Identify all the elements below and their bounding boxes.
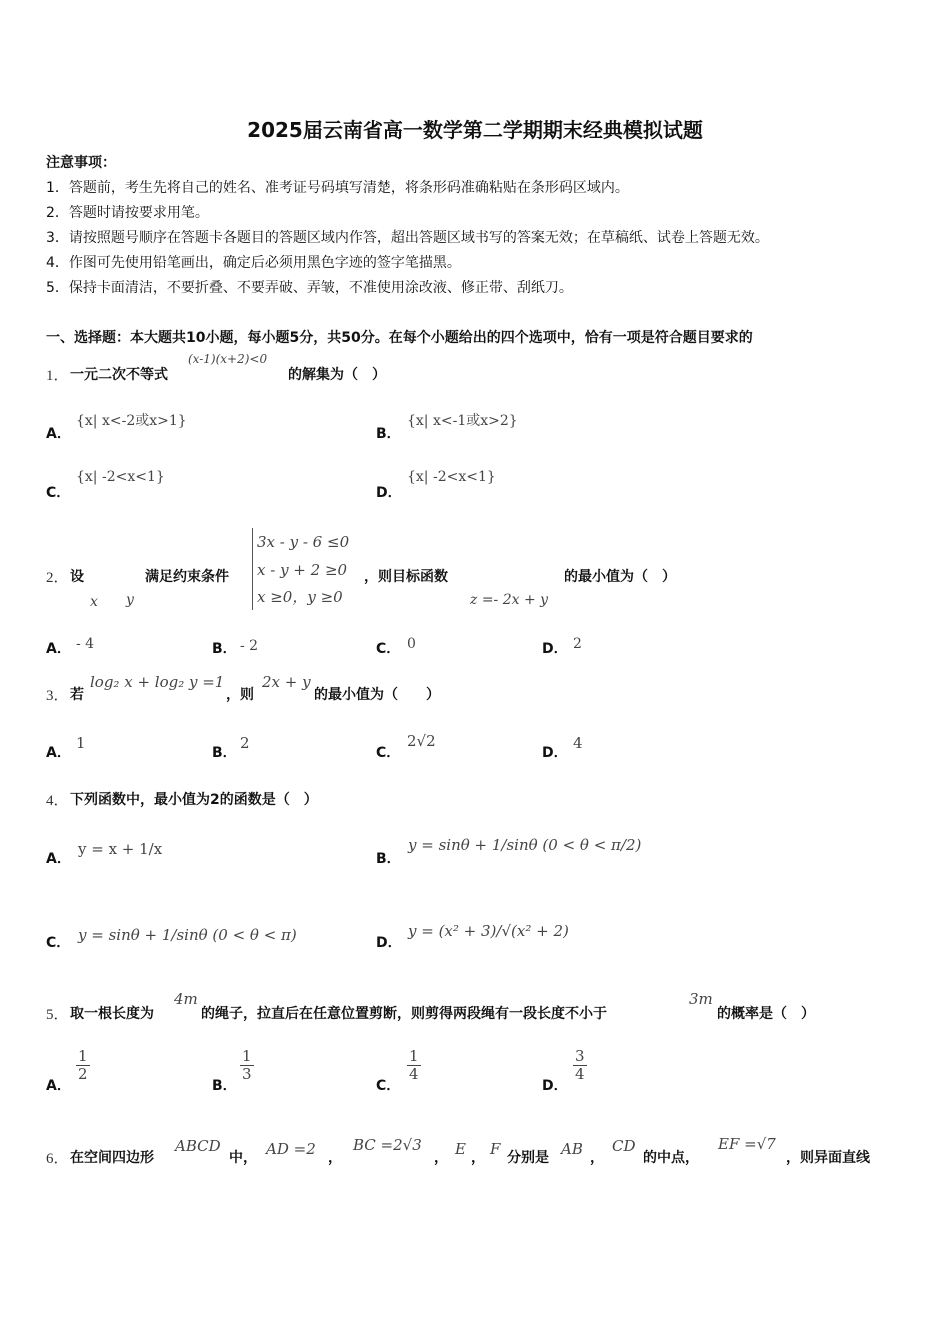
option-value[interactable] [240, 1048, 254, 1084]
option-label: C． [376, 641, 401, 657]
option-value[interactable]: 2 [240, 734, 250, 752]
notice-item: 3．请按照题号顺序在答题卡各题目的答题区域内作答，超出答题区域书写的答案无效；在草稿纸、试卷上答题无效。 [46, 230, 769, 246]
question-text: 的概率是（ ） [717, 1006, 815, 1022]
question-text: 若 [70, 687, 84, 703]
fraction-numerator: 1 [242, 1047, 252, 1065]
option-label: A． [46, 426, 71, 442]
question-text: 满足约束条件 [145, 569, 229, 585]
question-number: 3． [46, 688, 69, 704]
option-value[interactable]: - 4 [76, 636, 95, 652]
option-label: D． [376, 935, 402, 951]
constraint: 3x - y - 6 ≤0 [257, 533, 350, 551]
question-text: 的中点， [643, 1150, 699, 1166]
option-label: D． [542, 1078, 568, 1094]
option-value[interactable]: 2√2 [407, 732, 436, 750]
question-text: 的最小值为（ ） [314, 687, 440, 703]
option-value[interactable]: y = x + 1/x [78, 840, 163, 858]
option-value[interactable]: 2 [573, 636, 582, 652]
notice-item: 2．答题时请按要求用笔。 [46, 205, 209, 221]
math-expression: log₂ x + log₂ y =1 [90, 673, 225, 691]
option-label: D． [542, 641, 568, 657]
option-value[interactable]: {x| x<-2或x>1} [76, 413, 187, 429]
option-label: D． [542, 745, 568, 761]
option-value[interactable]: y = sinθ + 1/sinθ (0 < θ < π) [78, 926, 297, 944]
option-value[interactable]: 1 [76, 734, 86, 752]
math-expression: 2x + y [262, 673, 311, 691]
question-text: ， [328, 1150, 342, 1166]
question-text: ， [590, 1150, 604, 1166]
option-label: D． [376, 485, 402, 501]
option-value[interactable]: - 2 [240, 638, 259, 654]
question-text: 在空间四边形 [70, 1150, 154, 1166]
question-text: 取一根长度为 [70, 1006, 154, 1022]
option-label: A． [46, 641, 71, 657]
option-label: C． [46, 485, 71, 501]
question-number: 5． [46, 1007, 69, 1023]
section-heading: 一、选择题：本大题共10小题，每小题5分，共50分。在每个小题给出的四个选项中，恰有一项是符合题目要求的 [46, 330, 753, 346]
option-value[interactable] [573, 1048, 587, 1084]
option-value[interactable]: {x| -2<x<1} [407, 469, 496, 485]
fraction-numerator: 3 [575, 1047, 585, 1065]
question-number: 1． [46, 368, 69, 384]
option-label: B． [212, 641, 237, 657]
option-label: A． [46, 851, 71, 867]
notice-item: 4．作图可先使用铅笔画出，确定后必须用黑色字迹的签字笔描黑。 [46, 255, 461, 271]
question-text: ， [434, 1150, 448, 1166]
option-value[interactable]: {x| -2<x<1} [76, 469, 165, 485]
fraction-numerator: 1 [78, 1047, 88, 1065]
question-number: 4． [46, 793, 69, 809]
option-label: C． [376, 745, 401, 761]
option-value[interactable]: 0 [407, 636, 416, 652]
notice-item: 1．答题前，考生先将自己的姓名、准考证号码填写清楚，将条形码准确粘贴在条形码区域内。 [46, 180, 629, 196]
objective-function: z =- 2x + y [470, 592, 549, 608]
page-title: 2025届云南省高一数学第二学期期末经典模拟试题 [247, 118, 703, 142]
option-label: B． [376, 426, 401, 442]
math-expression: (x-1)(x+2)<0 [188, 352, 268, 366]
question-text: 一元二次不等式 [70, 367, 168, 383]
math-expression: EF =√7 [718, 1135, 776, 1153]
option-label: A． [46, 1078, 71, 1094]
math-variable: y [126, 592, 134, 608]
notice-item: 5．保持卡面清洁，不要折叠、不要弄破、弄皱，不准使用涂改液、修正带、刮纸刀。 [46, 280, 573, 296]
question-text: ， [471, 1150, 485, 1166]
question-number: 2． [46, 570, 69, 586]
math-expression: 3m [689, 990, 713, 1008]
option-value[interactable]: y = (x² + 3)/√(x² + 2) [408, 922, 569, 940]
fraction-denominator: 4 [409, 1065, 419, 1084]
constraint: x ≥0，y ≥0 [257, 588, 343, 606]
option-label: C． [46, 935, 71, 951]
question-text: ，则目标函数 [364, 569, 448, 585]
question-text: 的绳子，拉直后在任意位置剪断，则剪得两段绳有一段长度不小于 [201, 1006, 607, 1022]
question-text: ，则 [226, 687, 254, 703]
question-number: 6． [46, 1151, 69, 1167]
question-text: 设 [70, 569, 84, 585]
option-value[interactable]: 4 [573, 734, 583, 752]
question-text: 分别是 [507, 1150, 549, 1166]
option-value[interactable] [407, 1048, 421, 1084]
option-label: B． [212, 1078, 237, 1094]
math-expression: BC =2√3 [353, 1136, 422, 1154]
math-variable: x [90, 594, 98, 610]
math-expression: F [490, 1140, 501, 1158]
option-label: B． [376, 851, 401, 867]
math-expression: AB [561, 1140, 583, 1158]
math-expression: 4m [174, 990, 198, 1008]
question-text: 的解集为（ ） [288, 367, 386, 383]
option-label: B． [212, 745, 237, 761]
math-expression: E [455, 1140, 466, 1158]
notice-heading: 注意事项： [46, 155, 116, 171]
math-expression: AD =2 [266, 1140, 316, 1158]
question-text: 的最小值为（ ） [564, 569, 676, 585]
constraint: x - y + 2 ≥0 [257, 561, 348, 579]
question-text: 中， [229, 1150, 257, 1166]
fraction-denominator: 4 [575, 1065, 585, 1084]
fraction-denominator: 3 [242, 1065, 252, 1084]
math-expression: CD [612, 1137, 636, 1155]
math-expression: ABCD [175, 1137, 221, 1155]
constraint-system [252, 528, 349, 610]
question-text: 下列函数中，最小值为2的函数是（ ） [70, 792, 318, 808]
option-label: C． [376, 1078, 401, 1094]
fraction-denominator: 2 [78, 1065, 88, 1084]
option-label: A． [46, 745, 71, 761]
option-value[interactable] [76, 1048, 90, 1084]
question-text: ，则异面直线 [786, 1150, 870, 1166]
fraction-numerator: 1 [409, 1047, 419, 1065]
option-value[interactable]: y = sinθ + 1/sinθ (0 < θ < π/2) [408, 836, 642, 854]
option-value[interactable]: {x| x<-1或x>2} [407, 413, 518, 429]
